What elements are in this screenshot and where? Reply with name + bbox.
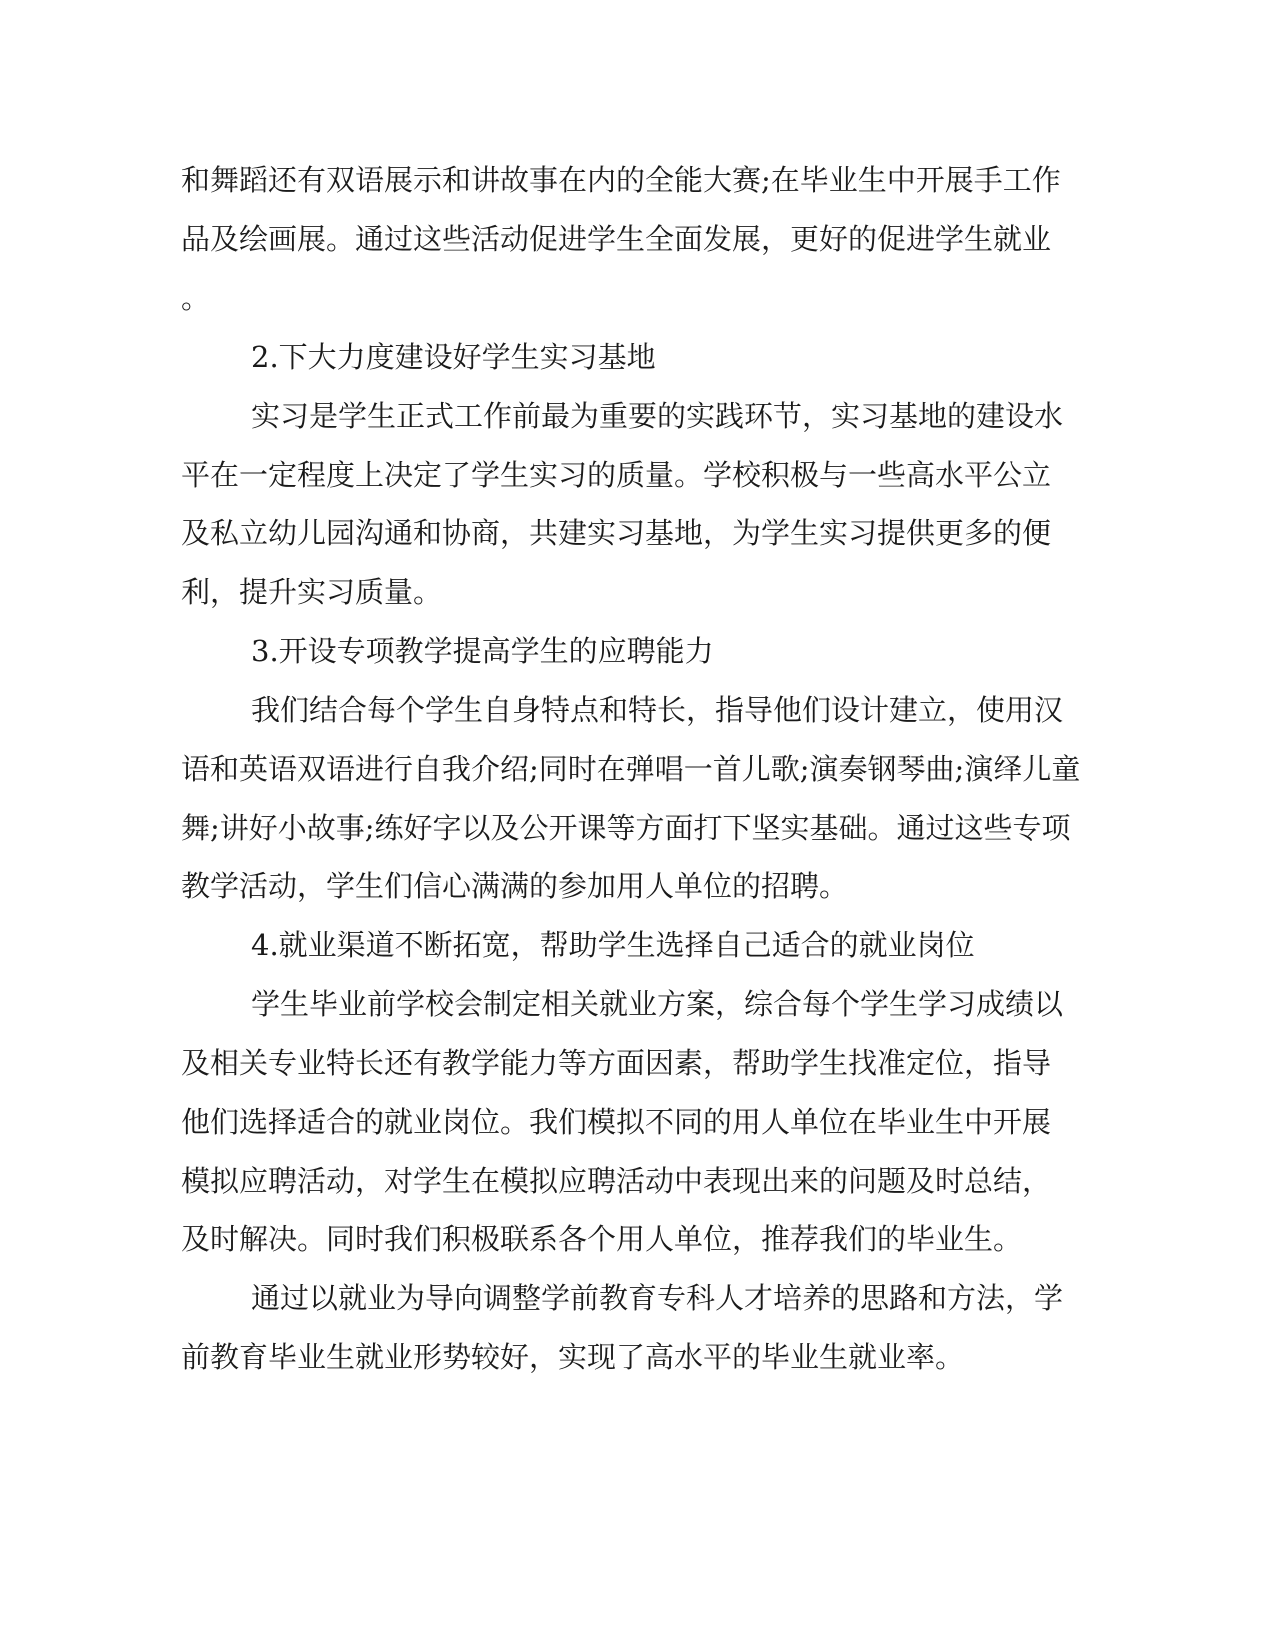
body-text-line: 品及绘画展。通过这些活动促进学生全面发展，更好的促进学生就业 bbox=[181, 222, 1052, 256]
body-text-line: 前教育毕业生就业形势较好，实现了高水平的毕业生就业率。 bbox=[181, 1340, 965, 1374]
body-text-line: 舞;讲好小故事;练好字以及公开课等方面打下坚实基础。通过这些专项 bbox=[181, 811, 1071, 845]
section-heading: 3.开设专项教学提高学生的应聘能力 bbox=[251, 634, 714, 668]
section-heading: 2.下大力度建设好学生实习基地 bbox=[251, 340, 656, 374]
body-text-line: 学生毕业前学校会制定相关就业方案，综合每个学生学习成绩以 bbox=[251, 987, 1064, 1021]
body-text-line: 和舞蹈还有双语展示和讲故事在内的全能大赛;在毕业生中开展手工作 bbox=[181, 163, 1061, 197]
body-text-line: 及时解决。同时我们积极联系各个用人单位，推荐我们的毕业生。 bbox=[181, 1222, 1023, 1256]
body-text-line: 及相关专业特长还有教学能力等方面因素，帮助学生找准定位，指导 bbox=[181, 1046, 1052, 1080]
body-text-line: 语和英语双语进行自我介绍;同时在弹唱一首儿歌;演奏钢琴曲;演绎儿童 bbox=[181, 752, 1081, 786]
body-text-line: 。 bbox=[181, 281, 211, 315]
body-text-line: 他们选择适合的就业岗位。我们模拟不同的用人单位在毕业生中开展 bbox=[181, 1105, 1052, 1139]
body-text-line: 利，提升实习质量。 bbox=[181, 575, 443, 609]
body-text-line: 实习是学生正式工作前最为重要的实践环节，实习基地的建设水 bbox=[251, 399, 1064, 433]
body-text-line: 平在一定程度上决定了学生实习的质量。学校积极与一些高水平公立 bbox=[181, 458, 1052, 492]
section-heading: 4.就业渠道不断拓宽，帮助学生选择自己适合的就业岗位 bbox=[251, 928, 975, 962]
body-text-line: 教学活动，学生们信心满满的参加用人单位的招聘。 bbox=[181, 869, 849, 903]
body-text-line: 及私立幼儿园沟通和协商，共建实习基地，为学生实习提供更多的便 bbox=[181, 516, 1052, 550]
body-text-line: 我们结合每个学生自身特点和特长，指导他们设计建立，使用汉 bbox=[251, 693, 1064, 727]
body-text-line: 通过以就业为导向调整学前教育专科人才培养的思路和方法，学 bbox=[251, 1281, 1064, 1315]
body-text-line: 模拟应聘活动，对学生在模拟应聘活动中表现出来的问题及时总结， bbox=[181, 1164, 1052, 1198]
